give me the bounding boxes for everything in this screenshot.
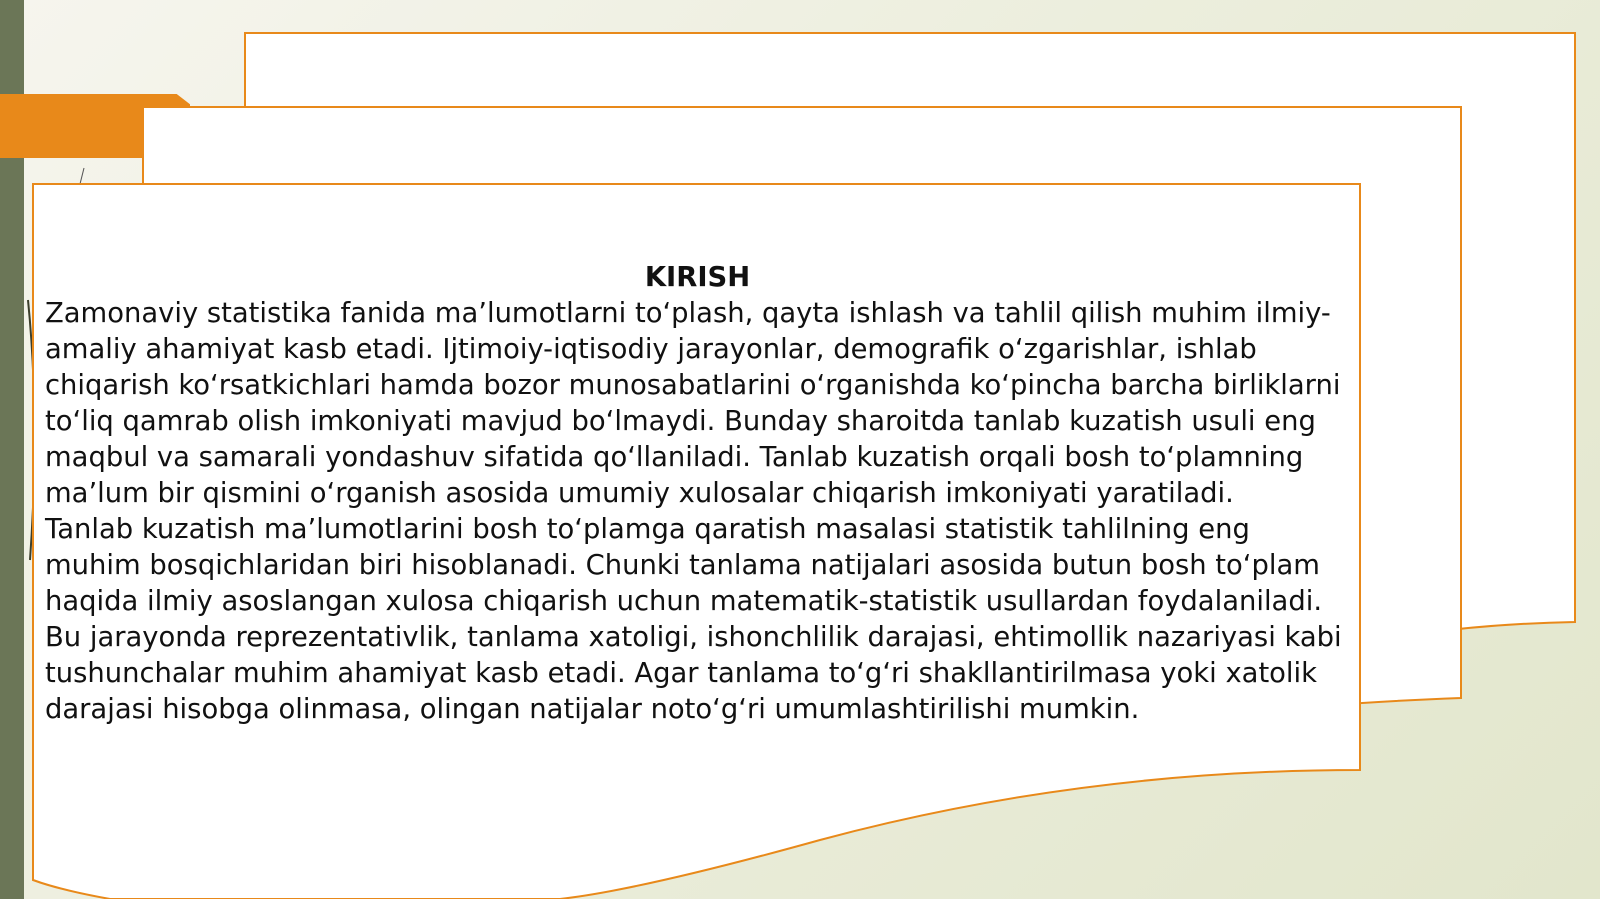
decor-tick-line — [80, 168, 84, 184]
paragraph-2: Tanlab kuzatish ma’lumotlarini bosh to‘plamga qaratish masalasi statistik tahlilning eng muhim bosqichlaridan biri hisoblanadi. Chunki tanlama natijalari asosida butun bosh to‘plam haqida ilmiy asoslangan xulosa chiqarish uchun matematik-statistik usullardan foydalaniladi. Bu jarayonda reprezentativlik, tanlama xatoligi, ishonchlilik darajasi, ehtimollik nazariyasi kabi tushunchalar muhim ahamiyat kasb etadi. Agar tanlama to‘g‘ri shakllantirilmasa yoki xatolik darajasi hisobga olinmasa, olingan natijalar noto‘g‘ri umumlashtirilishi mumkin. — [45, 514, 1342, 725]
slide-title: KIRISH — [644, 262, 751, 293]
slide-body — [45, 260, 1350, 728]
paragraph-1: Zamonaviy statistika fanida ma’lumotlarni to‘plash, qayta ishlash va tahlil qilish muhim ilmiy-amaliy ahamiyat kasb etadi. Ijtimoiy-iqtisodiy jarayonlar, demografik o‘zgarishlar, ishlab chiqarish ko‘rsatkichlari hamda bozor munosabatlarini o‘rganishda ko‘pincha barcha birliklarni to‘liq qamrab olish imkoniyati mavjud bo‘lmaydi. Bunday sharoitda tanlab kuzatish usuli eng maqbul va samarali yondashuv sifatida qo‘llaniladi. Tanlab kuzatish orqali bosh to‘plamning ma’lum bir qismini o‘rganish asosida umumiy xulosalar chiqarish imkoniyati yaratiladi. — [45, 298, 1341, 509]
